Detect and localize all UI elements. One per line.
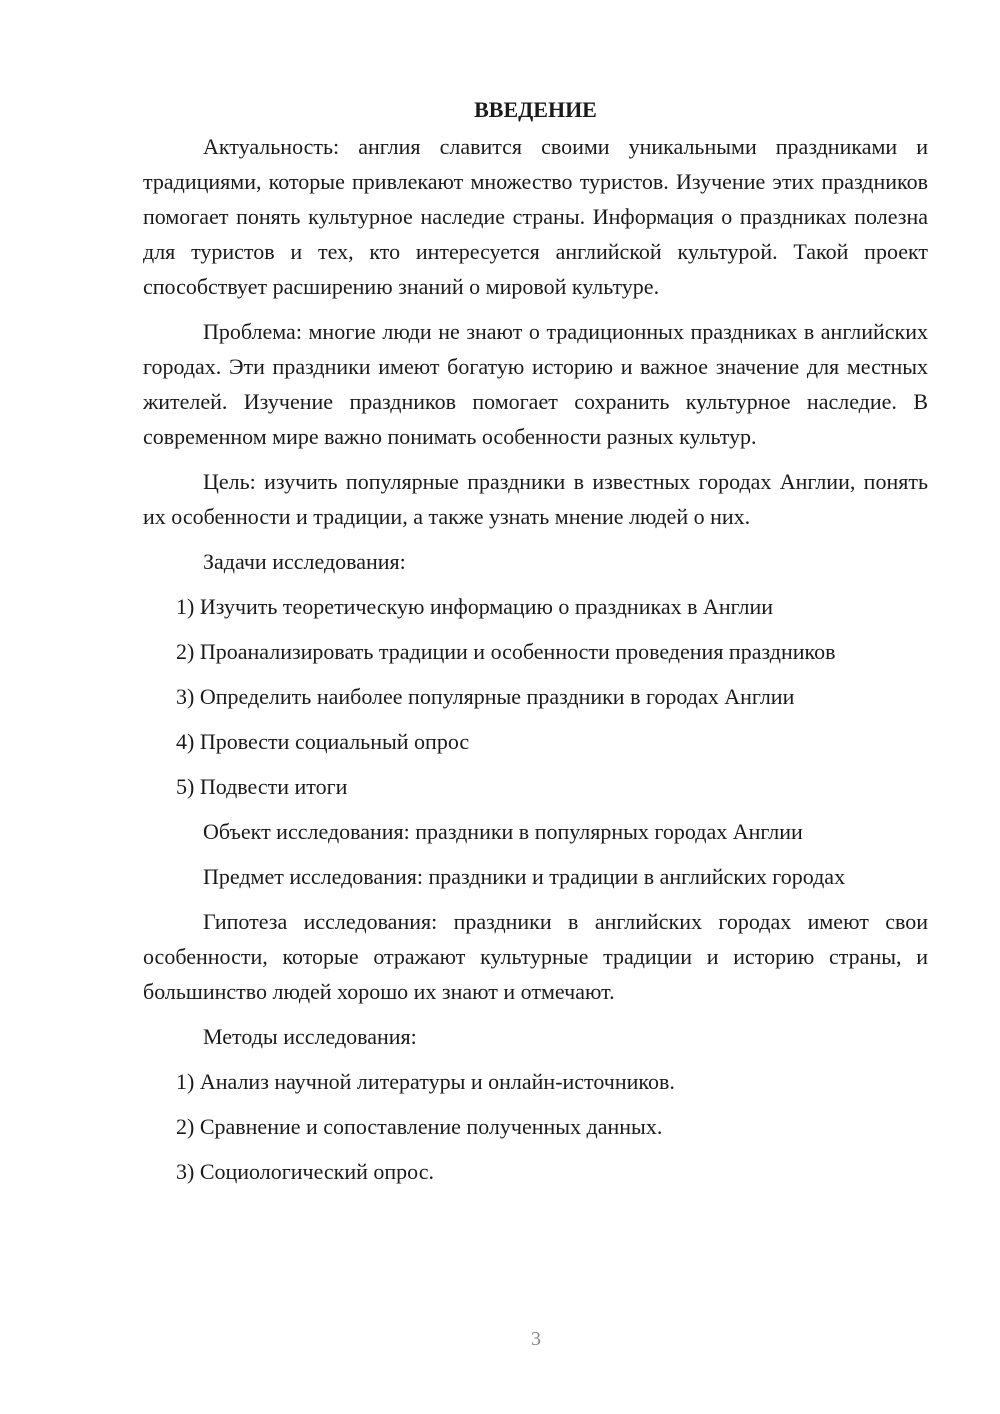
method-item: 3) Социологический опрос. <box>176 1159 434 1184</box>
document-page <box>143 95 928 1199</box>
tasks-heading: Задачи исследования: <box>203 549 406 574</box>
method-item: 2) Сравнение и сопоставление полученных данных. <box>176 1114 663 1139</box>
problem-paragraph: Проблема: многие люди не знают о традиционных праздниках в английских городах. Эти праздники имеют богатую историю и важное значение для местных жителей. Изучение праздников помогает сохранить культурное наследие. В современном мире важно понимать особенности разных культур. <box>143 319 928 449</box>
task-item: 5) Подвести итоги <box>176 774 348 799</box>
method-item: 1) Анализ научной литературы и онлайн-источников. <box>176 1069 675 1094</box>
task-item: 2) Проанализировать традиции и особенности проведения праздников <box>176 639 836 664</box>
methods-heading: Методы исследования: <box>203 1024 417 1049</box>
page-number: 3 <box>531 1328 541 1350</box>
task-item: 4) Провести социальный опрос <box>176 729 470 754</box>
task-item: 1) Изучить теоретическую информацию о праздниках в Англии <box>176 594 774 619</box>
hypothesis-paragraph: Гипотеза исследования: праздники в английских городах имеют свои особенности, которые отражают культурные традиции и историю страны, и большинство людей хорошо их знают и отмечают. <box>143 909 928 1004</box>
task-item: 3) Определить наиболее популярные праздники в городах Англии <box>176 684 795 709</box>
relevance-paragraph: Актуальность: англия славится своими уникальными праздниками и традициями, которые привлекают множество туристов. Изучение этих праздников помогает понять культурное наследие страны. Информация о праздниках полезна для туристов и тех, кто интересуется английской культурой. Такой проект способствует расширению знаний о мировой культуре. <box>143 134 928 299</box>
object-line: Объект исследования: праздники в популярных городах Англии <box>203 819 803 844</box>
goal-paragraph: Цель: изучить популярные праздники в известных городах Англии, понять их особенности и традиции, а также узнать мнение людей о них. <box>143 469 928 529</box>
subject-paragraph: Предмет исследования: праздники и традиции в английских городах <box>203 864 846 889</box>
page-title: ВВЕДЕНИЕ <box>474 97 597 122</box>
